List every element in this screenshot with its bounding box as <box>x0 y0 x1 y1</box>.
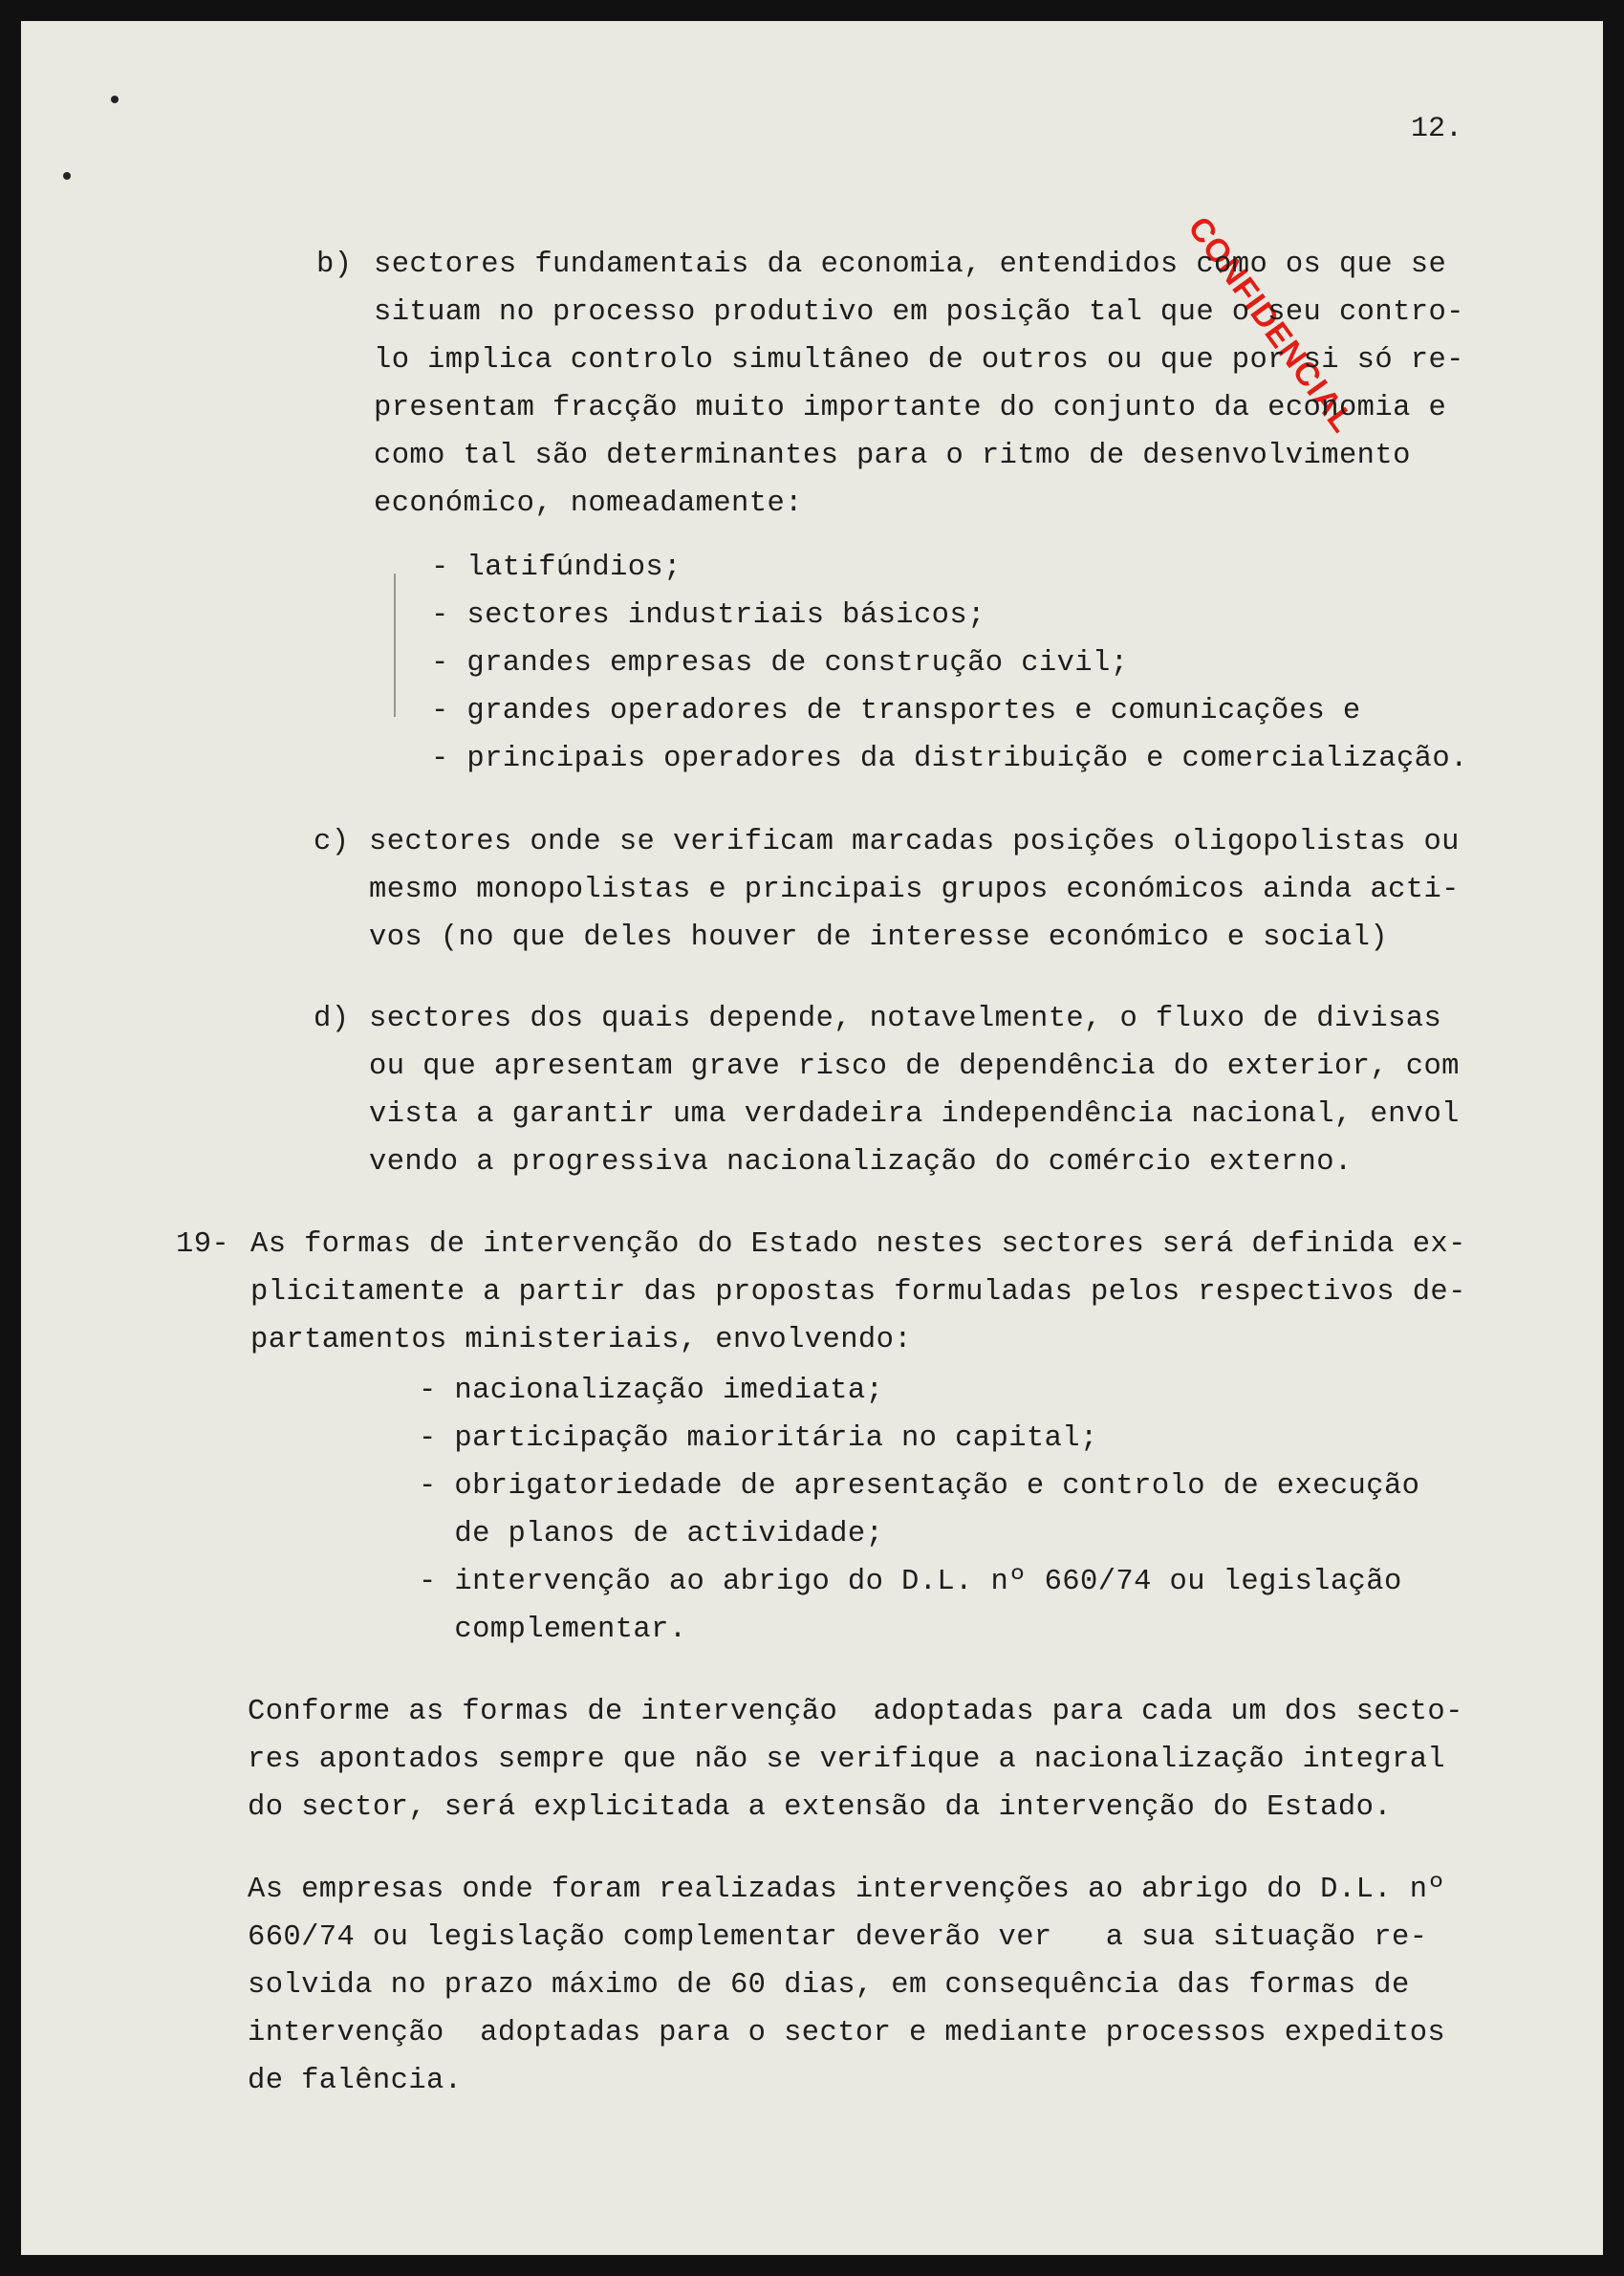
paragraph-empresas-line: de falência. <box>248 2065 463 2097</box>
page-number: 12. <box>1411 113 1463 145</box>
section-b-marker: b) <box>316 249 353 281</box>
section-c-line: vos (no que deles houver de interesse económico e social) <box>369 921 1389 954</box>
section-b-list-item: - principais operadores da distribuição e comercialização. <box>431 743 1468 775</box>
section-b-list-item: - sectores industriais básicos; <box>431 599 985 632</box>
section-19-list-item: - intervenção ao abrigo do D.L. nº 660/74 ou legislação <box>419 1566 1402 1598</box>
section-c-marker: c) <box>314 826 350 858</box>
section-b-line: sectores fundamentais da economia, entendidos como os que se <box>374 249 1447 281</box>
section-19-line: partamentos ministeriais, envolvendo: <box>250 1324 913 1356</box>
section-d-marker: d) <box>314 1003 350 1035</box>
confidential-stamp: CONFIDENCIAL <box>1180 210 1362 440</box>
section-b-list-item: - grandes operadores de transportes e comunicações e <box>431 695 1361 727</box>
section-b-line: como tal são determinantes para o ritmo de desenvolvimento <box>374 440 1411 472</box>
section-19-line: plicitamente a partir das propostas formuladas pelos respectivos de- <box>250 1276 1466 1309</box>
paragraph-conforme-line: do sector, será explicitada a extensão da intervenção do Estado. <box>248 1791 1392 1824</box>
section-19-list-item: - nacionalização imediata; <box>419 1375 884 1407</box>
section-b-list-item: - latifúndios; <box>431 552 682 584</box>
paragraph-empresas-line: intervenção adoptadas para o sector e mediante processos expeditos <box>248 2017 1446 2049</box>
paragraph-conforme-line: res apontados sempre que não se verifique a nacionalização integral <box>248 1744 1446 1776</box>
section-b-line: lo implica controlo simultâneo de outros ou que por si só re- <box>374 344 1464 377</box>
section-19-list-item: complementar. <box>419 1614 687 1646</box>
section-c-line: sectores onde se verificam marcadas posições oligopolistas ou <box>369 826 1460 858</box>
paragraph-empresas-line: 660/74 ou legislação complementar deverão ver a sua situação re- <box>248 1921 1428 1954</box>
section-d-line: vendo a progressiva nacionalização do comércio externo. <box>369 1146 1353 1179</box>
paragraph-empresas-line: As empresas onde foram realizadas intervenções ao abrigo do D.L. nº <box>248 1874 1446 1906</box>
section-19-list-item: - participação maioritária no capital; <box>419 1422 1098 1455</box>
section-c-line: mesmo monopolistas e principais grupos económicos ainda acti- <box>369 874 1460 906</box>
paper-speck <box>111 96 119 103</box>
paragraph-empresas-line: solvida no prazo máximo de 60 dias, em consequência das formas de <box>248 1969 1410 2002</box>
section-b-line: presentam fracção muito importante do conjunto da economia e <box>374 392 1447 424</box>
margin-pencil-mark <box>394 574 396 717</box>
section-19-list-item: - obrigatoriedade de apresentação e controlo de execução <box>419 1470 1420 1503</box>
section-d-line: sectores dos quais depende, notavelmente, o fluxo de divisas <box>369 1003 1442 1035</box>
paper-speck <box>63 172 71 180</box>
section-19-line: As formas de intervenção do Estado nestes sectores será definida ex- <box>250 1228 1466 1261</box>
section-b-line: situam no processo produtivo em posição tal que o seu contro- <box>374 296 1464 329</box>
paragraph-conforme-line: Conforme as formas de intervenção adoptadas para cada um dos secto- <box>248 1696 1463 1728</box>
section-19-marker: 19- <box>176 1228 230 1261</box>
section-b-line: económico, nomeadamente: <box>374 488 803 520</box>
section-b-list-item: - grandes empresas de construção civil; <box>431 647 1129 680</box>
section-19-list-item: de planos de actividade; <box>419 1518 884 1550</box>
section-d-line: vista a garantir uma verdadeira independência nacional, envol <box>369 1098 1460 1131</box>
section-d-line: ou que apresentam grave risco de dependência do exterior, com <box>369 1051 1460 1083</box>
